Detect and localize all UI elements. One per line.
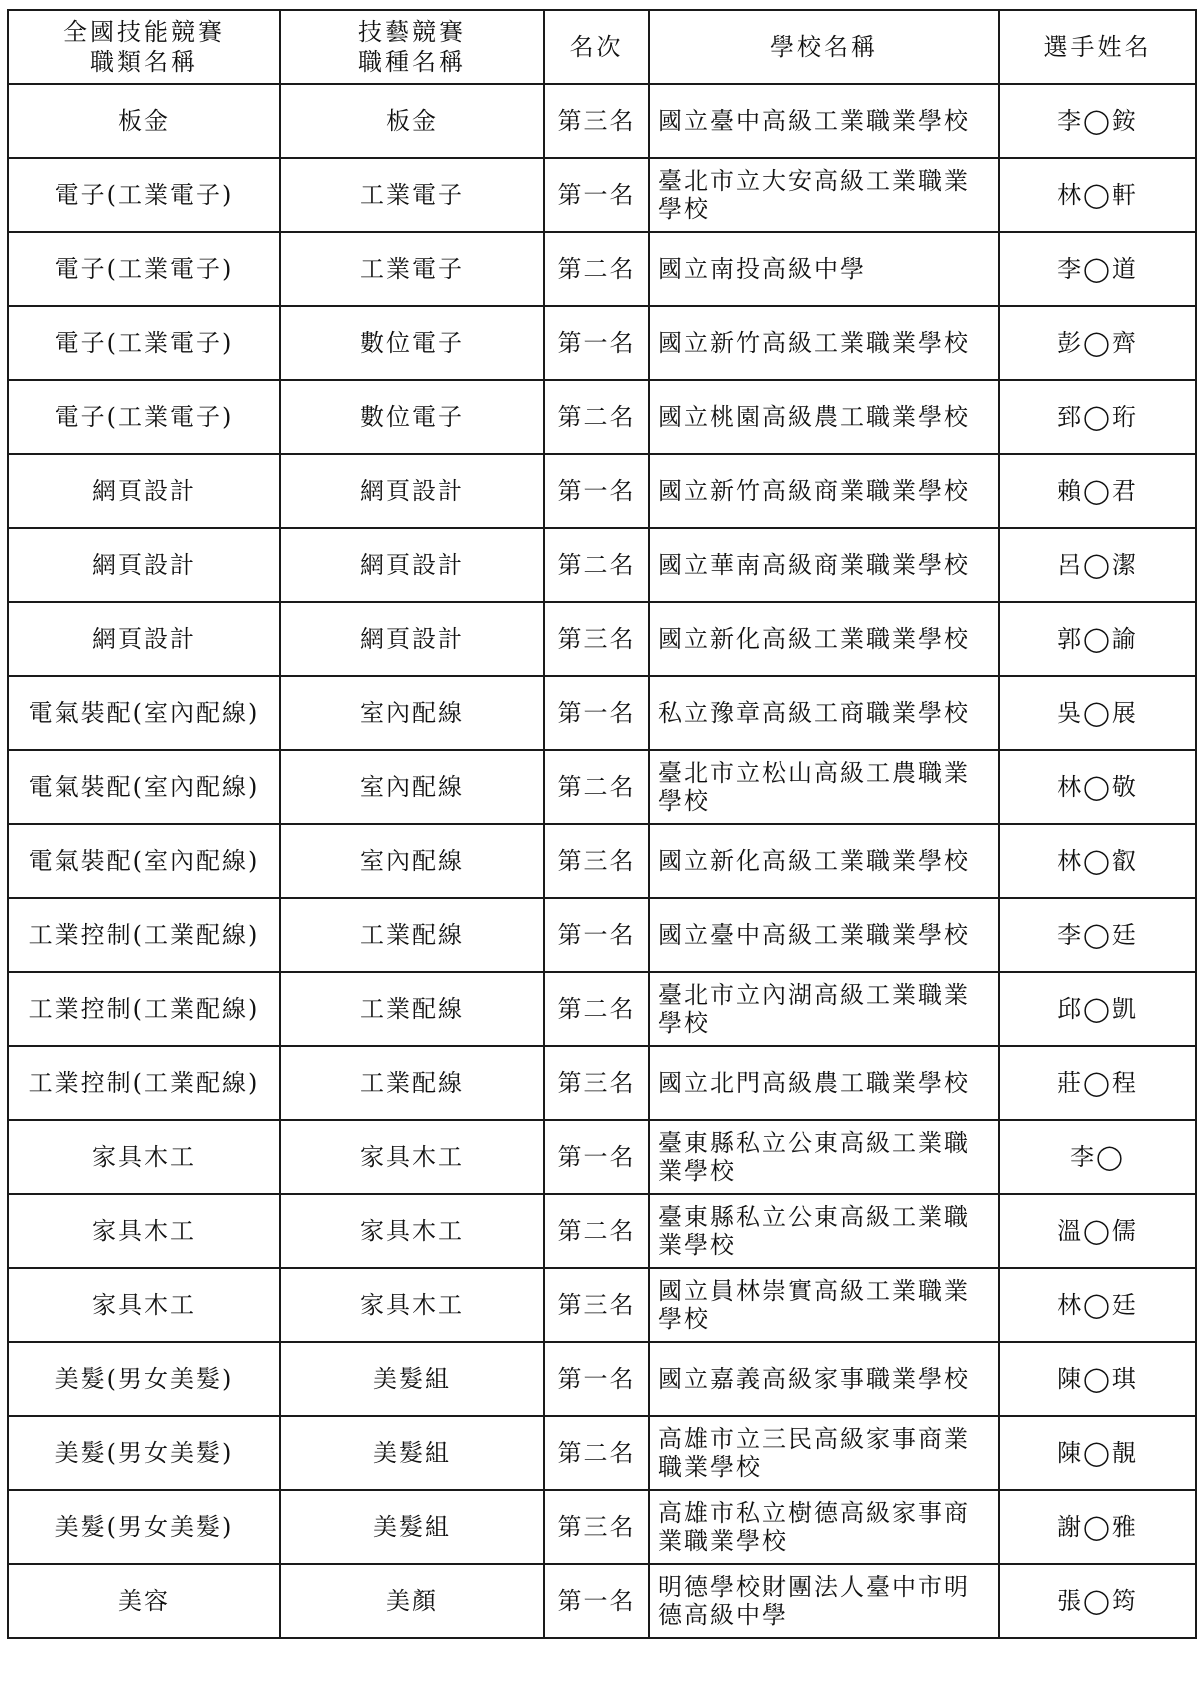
student-cell: 林◯敬 [999, 750, 1196, 824]
school-cell: 高雄市立三民高級家事商業職業學校 [649, 1416, 999, 1490]
category-cell: 美髮(男女美髮) [8, 1490, 280, 1564]
table-row [8, 1046, 1196, 1120]
student-cell: 李◯道 [999, 232, 1196, 306]
rank-cell: 第三名 [544, 1490, 649, 1564]
category-cell: 家具木工 [8, 1120, 280, 1194]
rank-cell: 第一名 [544, 1120, 649, 1194]
header-trade-line1: 技藝競賽 [358, 18, 466, 46]
trade-cell: 工業配線 [280, 972, 544, 1046]
rank-cell: 第二名 [544, 750, 649, 824]
school-cell: 臺東縣私立公東高級工業職業學校 [649, 1120, 999, 1194]
rank-cell: 第三名 [544, 1046, 649, 1120]
trade-cell: 室內配線 [280, 750, 544, 824]
rank-cell: 第一名 [544, 898, 649, 972]
header-trade [280, 10, 544, 84]
school-cell: 國立桃園高級農工職業學校 [649, 380, 999, 454]
rank-cell: 第一名 [544, 306, 649, 380]
rank-cell: 第三名 [544, 602, 649, 676]
school-cell: 臺北市立內湖高級工業職業學校 [649, 972, 999, 1046]
trade-cell: 網頁設計 [280, 528, 544, 602]
table-row [8, 84, 1196, 158]
student-cell: 張◯筠 [999, 1564, 1196, 1638]
table-row [8, 380, 1196, 454]
school-cell: 國立新竹高級商業職業學校 [649, 454, 999, 528]
trade-cell: 美髮組 [280, 1490, 544, 1564]
school-cell: 明德學校財團法人臺中市明德高級中學 [649, 1564, 999, 1638]
school-cell: 國立臺中高級工業職業學校 [649, 898, 999, 972]
school-cell: 高雄市私立樹德高級家事商業職業學校 [649, 1490, 999, 1564]
student-cell: 林◯軒 [999, 158, 1196, 232]
category-cell: 美容 [8, 1564, 280, 1638]
table-row [8, 824, 1196, 898]
trade-cell: 家具木工 [280, 1268, 544, 1342]
trade-cell: 美髮組 [280, 1342, 544, 1416]
school-cell: 國立華南高級商業職業學校 [649, 528, 999, 602]
category-cell: 美髮(男女美髮) [8, 1416, 280, 1490]
student-cell: 吳◯展 [999, 676, 1196, 750]
school-cell: 國立嘉義高級家事職業學校 [649, 1342, 999, 1416]
table-row [8, 750, 1196, 824]
category-cell: 美髮(男女美髮) [8, 1342, 280, 1416]
school-cell: 私立豫章高級工商職業學校 [649, 676, 999, 750]
student-cell: 李◯銨 [999, 84, 1196, 158]
rank-cell: 第二名 [544, 232, 649, 306]
table-row [8, 454, 1196, 528]
trade-cell: 板金 [280, 84, 544, 158]
table-row [8, 232, 1196, 306]
student-cell: 林◯叡 [999, 824, 1196, 898]
rank-cell: 第一名 [544, 676, 649, 750]
table-row [8, 1564, 1196, 1638]
school-cell: 國立新化高級工業職業學校 [649, 602, 999, 676]
rank-cell: 第二名 [544, 1416, 649, 1490]
header-trade-line2: 職種名稱 [358, 48, 466, 76]
school-cell: 臺東縣私立公東高級工業職業學校 [649, 1194, 999, 1268]
school-cell: 國立北門高級農工職業學校 [649, 1046, 999, 1120]
school-cell: 國立新竹高級工業職業學校 [649, 306, 999, 380]
header-rank: 名次 [544, 10, 649, 84]
trade-cell: 室內配線 [280, 676, 544, 750]
category-cell: 電子(工業電子) [8, 380, 280, 454]
trade-cell: 家具木工 [280, 1194, 544, 1268]
category-cell: 電子(工業電子) [8, 306, 280, 380]
table-row [8, 1490, 1196, 1564]
category-cell: 電子(工業電子) [8, 232, 280, 306]
table-body [8, 84, 1196, 1638]
table-row [8, 676, 1196, 750]
trade-cell: 美顏 [280, 1564, 544, 1638]
student-cell: 陳◯琪 [999, 1342, 1196, 1416]
table-row [8, 972, 1196, 1046]
rank-cell: 第三名 [544, 1268, 649, 1342]
table-row [8, 306, 1196, 380]
results-table [7, 9, 1197, 1639]
school-cell: 臺北市立大安高級工業職業學校 [649, 158, 999, 232]
trade-cell: 工業配線 [280, 898, 544, 972]
trade-cell: 室內配線 [280, 824, 544, 898]
category-cell: 工業控制(工業配線) [8, 1046, 280, 1120]
rank-cell: 第一名 [544, 1564, 649, 1638]
trade-cell: 工業電子 [280, 158, 544, 232]
table-row [8, 898, 1196, 972]
student-cell: 莊◯程 [999, 1046, 1196, 1120]
rank-cell: 第一名 [544, 1342, 649, 1416]
student-cell: 邱◯凱 [999, 972, 1196, 1046]
header-row [8, 10, 1196, 84]
rank-cell: 第三名 [544, 824, 649, 898]
table-row [8, 1194, 1196, 1268]
rank-cell: 第一名 [544, 454, 649, 528]
category-cell: 電氣裝配(室內配線) [8, 750, 280, 824]
student-cell: 呂◯潔 [999, 528, 1196, 602]
category-cell: 板金 [8, 84, 280, 158]
header-category [8, 10, 280, 84]
rank-cell: 第二名 [544, 1194, 649, 1268]
school-cell: 國立臺中高級工業職業學校 [649, 84, 999, 158]
header-student: 選手姓名 [999, 10, 1196, 84]
trade-cell: 美髮組 [280, 1416, 544, 1490]
student-cell: 郭◯諭 [999, 602, 1196, 676]
category-cell: 工業控制(工業配線) [8, 898, 280, 972]
trade-cell: 數位電子 [280, 306, 544, 380]
trade-cell: 網頁設計 [280, 602, 544, 676]
trade-cell: 家具木工 [280, 1120, 544, 1194]
student-cell: 陳◯靚 [999, 1416, 1196, 1490]
table-row [8, 1416, 1196, 1490]
table-row [8, 1342, 1196, 1416]
table-row [8, 528, 1196, 602]
student-cell: 李◯廷 [999, 898, 1196, 972]
category-cell: 電氣裝配(室內配線) [8, 824, 280, 898]
category-cell: 電子(工業電子) [8, 158, 280, 232]
category-cell: 工業控制(工業配線) [8, 972, 280, 1046]
table-row [8, 1268, 1196, 1342]
category-cell: 網頁設計 [8, 528, 280, 602]
header-school: 學校名稱 [649, 10, 999, 84]
category-cell: 網頁設計 [8, 602, 280, 676]
category-cell: 家具木工 [8, 1194, 280, 1268]
header-category-line2: 職類名稱 [90, 48, 198, 76]
trade-cell: 網頁設計 [280, 454, 544, 528]
rank-cell: 第二名 [544, 972, 649, 1046]
trade-cell: 數位電子 [280, 380, 544, 454]
school-cell: 國立新化高級工業職業學校 [649, 824, 999, 898]
school-cell: 臺北市立松山高級工農職業學校 [649, 750, 999, 824]
student-cell: 賴◯君 [999, 454, 1196, 528]
category-cell: 家具木工 [8, 1268, 280, 1342]
header-category-line1: 全國技能競賽 [63, 18, 225, 46]
trade-cell: 工業電子 [280, 232, 544, 306]
student-cell: 彭◯齊 [999, 306, 1196, 380]
student-cell: 溫◯儒 [999, 1194, 1196, 1268]
rank-cell: 第二名 [544, 380, 649, 454]
student-cell: 李◯ [999, 1120, 1196, 1194]
table-row [8, 158, 1196, 232]
rank-cell: 第一名 [544, 158, 649, 232]
student-cell: 林◯廷 [999, 1268, 1196, 1342]
student-cell: 謝◯雅 [999, 1490, 1196, 1564]
category-cell: 電氣裝配(室內配線) [8, 676, 280, 750]
trade-cell: 工業配線 [280, 1046, 544, 1120]
category-cell: 網頁設計 [8, 454, 280, 528]
school-cell: 國立員林崇實高級工業職業學校 [649, 1268, 999, 1342]
rank-cell: 第二名 [544, 528, 649, 602]
rank-cell: 第三名 [544, 84, 649, 158]
table-row [8, 602, 1196, 676]
table-row [8, 1120, 1196, 1194]
school-cell: 國立南投高級中學 [649, 232, 999, 306]
student-cell: 郅◯珩 [999, 380, 1196, 454]
